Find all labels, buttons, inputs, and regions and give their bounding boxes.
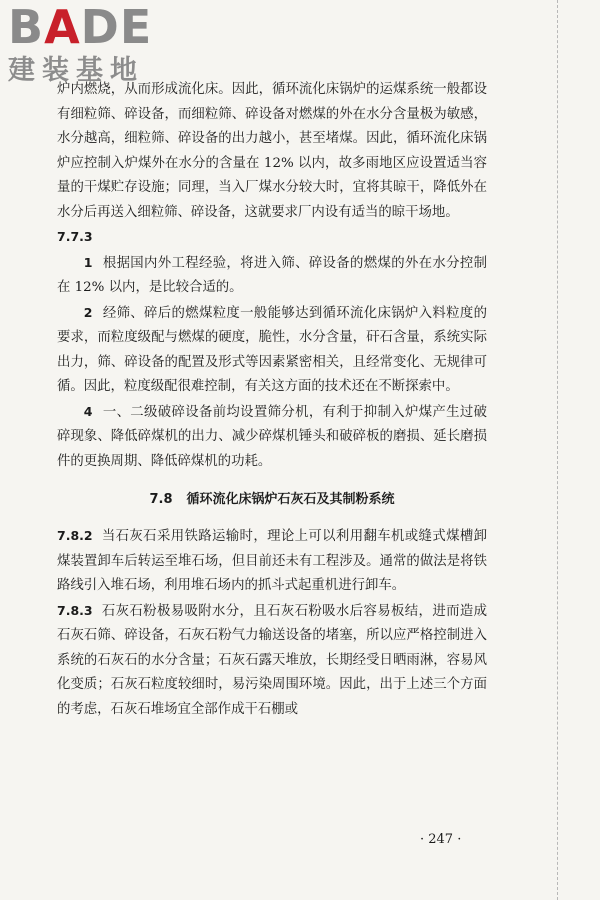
paragraph-continued: 炉内燃烧，从而形成流化床。因此，循环流化床锅炉的运煤系统一般都设有细粒筛、碎设备，而细粒筛、碎设备对燃煤的外在水分含量极为敏感，水分越高，细粒筛、碎设备的出力越小，甚至堵煤。因此，循环流化床锅炉应控制入炉煤外在水分的含量在 12% 以内，故多雨地区应设置适当容量的干煤贮存设施；同理，当入厂煤水分较大时，宜将其晾干，降低外在水分后再送入细粒筛、碎设备，这就要求厂内设有适当的晾干场地。 — [57, 82, 487, 220]
section-7-8-2: 7.8.2 当石灰石采用铁路运输时，理论上可以利用翻车机或缝式煤槽卸煤装置卸车后转运至堆石场，但目前还未有工程涉及。通常的做法是将铁路线引入堆石场，利用堆石场内的抓斗式起重机进行卸车。 — [57, 528, 488, 593]
item-1: 1 根据国内外工程经验，将进入筛、碎设备的燃煤的外在水分控制在 12% 以内，是比较合适的。 — [57, 254, 487, 295]
section-7-7-3-label: 7.7.3 — [57, 229, 93, 244]
section-7-8-3: 7.8.3 石灰石粉极易吸附水分，且石灰石粉吸水后容易板结，进而造成石灰石筛、碎设备，石灰石粉气力输送设备的堵塞，所以应严格控制进入系统的石灰石的水分含量；石灰石露天堆放，长期经受日晒雨淋，容易风化变质；石灰石粒度较细时，易污染周围环境。因此，出于上述三个方面的考虑，石灰石堆场宜全部作成干石棚或 — [57, 602, 488, 717]
page-number: · 247 · — [420, 832, 462, 847]
logo — [8, 0, 153, 86]
item-2: 2 经筛、碎后的燃煤粒度一般能够达到循环流化床锅炉入料粒度的要求，而粒度级配与燃煤的硬度，脆性，水分含量，矸石含量，系统实际出力，筛、碎设备的配置及形式等因素紧密相关，且经常变化、无规律可循。因此，粒度级配很难控制，有关这方面的技术还在不断探索中。 — [57, 304, 487, 394]
binding-margin-line — [557, 0, 559, 900]
item-4: 4 一、二级破碎设备前均设置筛分机，有利于抑制入炉煤产生过破碎现象、降低碎煤机的出力、减少碎煤机锤头和破碎板的磨损、延长磨损件的更换周期、降低碎煤机的功耗。 — [57, 403, 487, 469]
section-heading-7-8: 7.8 循环流化床锅炉石灰石及其制粉系统 — [149, 492, 395, 507]
page-body — [57, 78, 487, 722]
logo-wordmark: BADE — [8, 0, 153, 54]
logo-subtitle: 建装基地 — [8, 55, 144, 86]
